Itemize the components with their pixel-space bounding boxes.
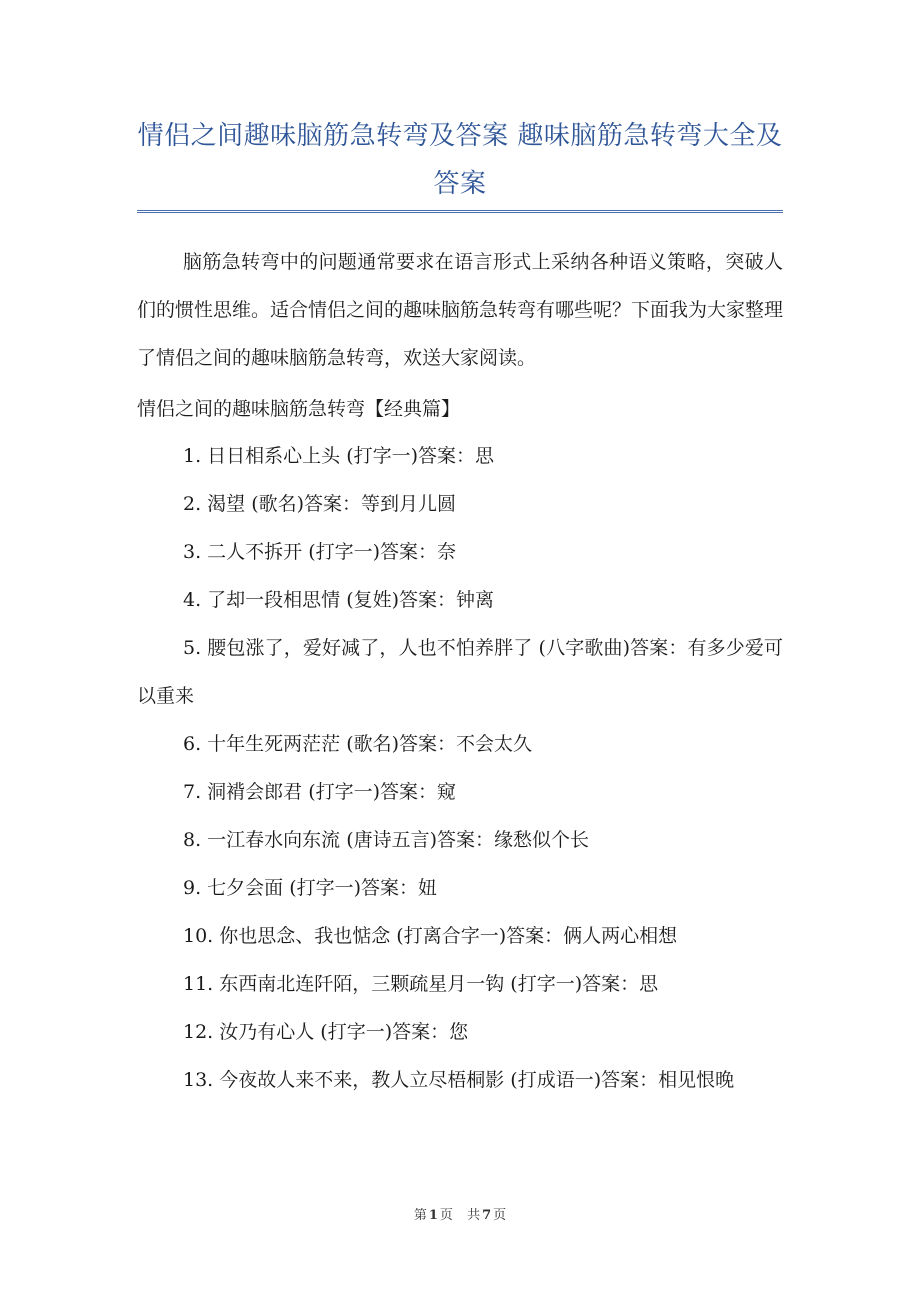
- riddle-item-9: 9. 七夕会面 (打字一)答案：妞: [183, 877, 438, 899]
- title-divider: [137, 210, 783, 213]
- riddle-list: [137, 432, 783, 1104]
- riddle-item-4: 4. 了却一段相思情 (复姓)答案：钟离: [183, 589, 495, 611]
- riddle-item-11: 11. 东西南北连阡陌，三颗疏星月一钩 (打字一)答案：思: [183, 973, 659, 995]
- riddle-item-12: 12. 汝乃有心人 (打字一)答案：您: [183, 1021, 469, 1043]
- riddle-item-3: 3. 二人不拆开 (打字一)答案：奈: [183, 541, 457, 563]
- riddle-item-6: 6. 十年生死两茫茫 (歌名)答案：不会太久: [183, 733, 533, 755]
- page-footer: [0, 1204, 920, 1223]
- riddle-item-13: 13. 今夜故人来不来，教人立尽梧桐影 (打成语一)答案：相见恨晚: [183, 1069, 735, 1091]
- total-pages: 共 7 页: [467, 1208, 507, 1223]
- riddle-item-10: 10. 你也思念、我也惦念 (打离合字一)答案：俩人两心相想: [183, 925, 678, 947]
- riddle-item-7: 7. 洞褙会郎君 (打字一)答案：窥: [183, 781, 457, 803]
- page-number: 第 1 页: [413, 1208, 453, 1223]
- intro-paragraph: 脑筋急转弯中的问题通常要求在语言形式上采纳各种语义策略，突破人们的惯性思维。适合情侣之间的趣味脑筋急转弯有哪些呢？下面我为大家整理了情侣之间的趣味脑筋急转弯，欢送大家阅读。: [137, 251, 784, 369]
- section-heading: 情侣之间的趣味脑筋急转弯【经典篇】: [137, 398, 461, 420]
- riddle-item-1: 1. 日日相系心上头 (打字一)答案：思: [183, 445, 495, 467]
- document-title: 情侣之间趣味脑筋急转弯及答案 趣味脑筋急转弯大全及答案: [137, 121, 783, 199]
- riddle-item-2: 2. 渴望 (歌名)答案：等到月儿圆: [183, 493, 457, 515]
- riddle-item-8: 8. 一江春水向东流 (唐诗五言)答案：缘愁似个长: [183, 829, 590, 851]
- riddle-item-5: 5. 腰包涨了，爱好减了，人也不怕养胖了 (八字歌曲)答案：有多少爱可以重来: [137, 637, 783, 707]
